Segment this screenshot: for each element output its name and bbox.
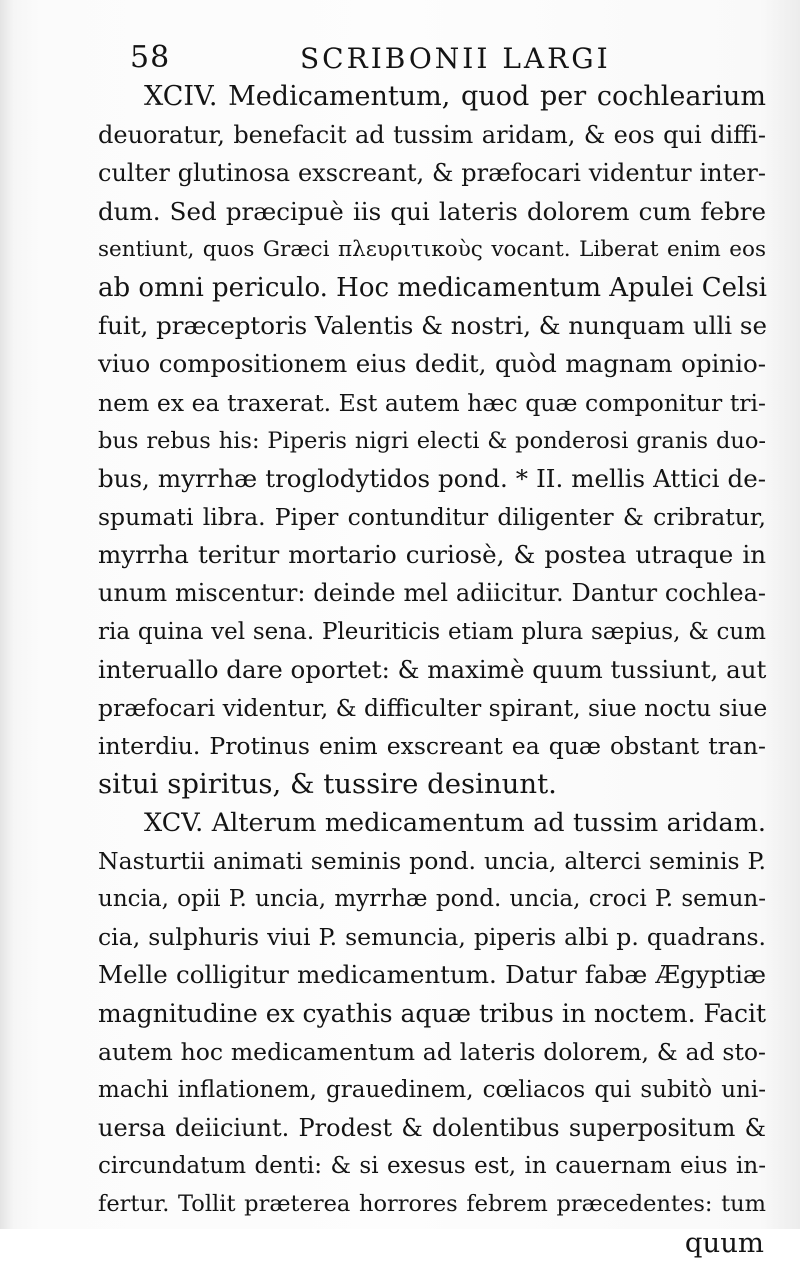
text-line: circundatum denti: & si exesus est, in cauernam eius in- [98,1153,766,1180]
text-line: XCV. Alterum medicamentum ad tussim aridam. [144,807,766,838]
paragraph-xciv [98,78,766,804]
text-line: Melle colligitur medicamentum. Datur fabæ Ægyptiæ [98,960,766,990]
text-block [98,78,766,1262]
text-line: autem hoc medicamentum ad lateris dolorem, & ad sto- [98,1037,766,1066]
catchword: quum [684,1226,764,1259]
text-line: culter glutinosa exscreant, & præfocari videntur inter- [98,159,766,188]
text-line: uncia, opii P. uncia, myrrhæ pond. uncia, croci P. semun- [98,885,766,912]
text-line: unum miscentur: deinde mel adiicitur. Dantur cochlea- [98,579,766,608]
text-line: uersa deiiciunt. Prodest & dolentibus superpositum & [98,1114,766,1143]
text-line: ria quina vel sena. Pleuriticis etiam plura sæpius, & cum [98,618,766,645]
running-head: SCRIBONII LARGI [300,42,611,75]
text-line: fuit, præceptoris Valentis & nostri, & nunquam ulli se [98,311,767,341]
text-line: magnitudine ex cyathis aquæ tribus in noctem. Facit [98,998,767,1028]
text-line: interdiu. Protinus enim exscreant ea quæ obstant tran- [98,732,766,761]
text-line: Nasturtii animati seminis pond. uncia, alterci seminis P. [98,846,766,875]
text-line: viuo compositionem eius dedit, quòd magnam opinio- [98,349,766,379]
text-line: interuallo dare oportet: & maximè quum tussiunt, aut [98,654,767,684]
text-line: myrrha teritur mortario curiosè, & postea utraque in [98,540,766,570]
text-line: dum. Sed præcipuè iis qui lateris dolorem cum febre [98,196,766,226]
text-line: situi spiritus, & tussire desinunt. [98,768,557,801]
text-line: machi inflationem, grauedinem, cœliacos qui subitò uni- [98,1076,766,1103]
text-line: spumati libra. Piper contunditur diligenter & cribratur, [98,503,766,532]
text-line: ab omni periculo. Hoc medicamentum Apulei Celsi [98,272,767,303]
text-line: XCIV. Medicamentum, quod per cochlearium [144,81,766,112]
text-line: fertur. Tollit præterea horrores febrem præcedentes: tum [98,1191,766,1218]
text-line: bus, myrrhæ troglodytidos pond. * II. mellis Attici de- [98,463,766,493]
text-line: cia, sulphuris viui P. semuncia, piperis albi p. quadrans. [98,923,766,952]
paragraph-xcv [98,804,766,1224]
page-number: 58 [130,40,171,75]
text-line: deuoratur, benefacit ad tussim aridam, & eos qui diffi- [98,121,766,150]
text-line: bus rebus his: Piperis nigri electi & ponderosi granis duo- [98,427,766,454]
page-header [130,40,730,80]
text-line: nem ex ea traxerat. Est autem hæc quæ componitur tri- [98,388,766,417]
text-line: præfocari videntur, & difficulter spirant, siue noctu siue [98,694,768,722]
text-line: sentiunt, quos Græci πλευριτικοὺς vocant. Liberat enim eos [98,236,766,262]
